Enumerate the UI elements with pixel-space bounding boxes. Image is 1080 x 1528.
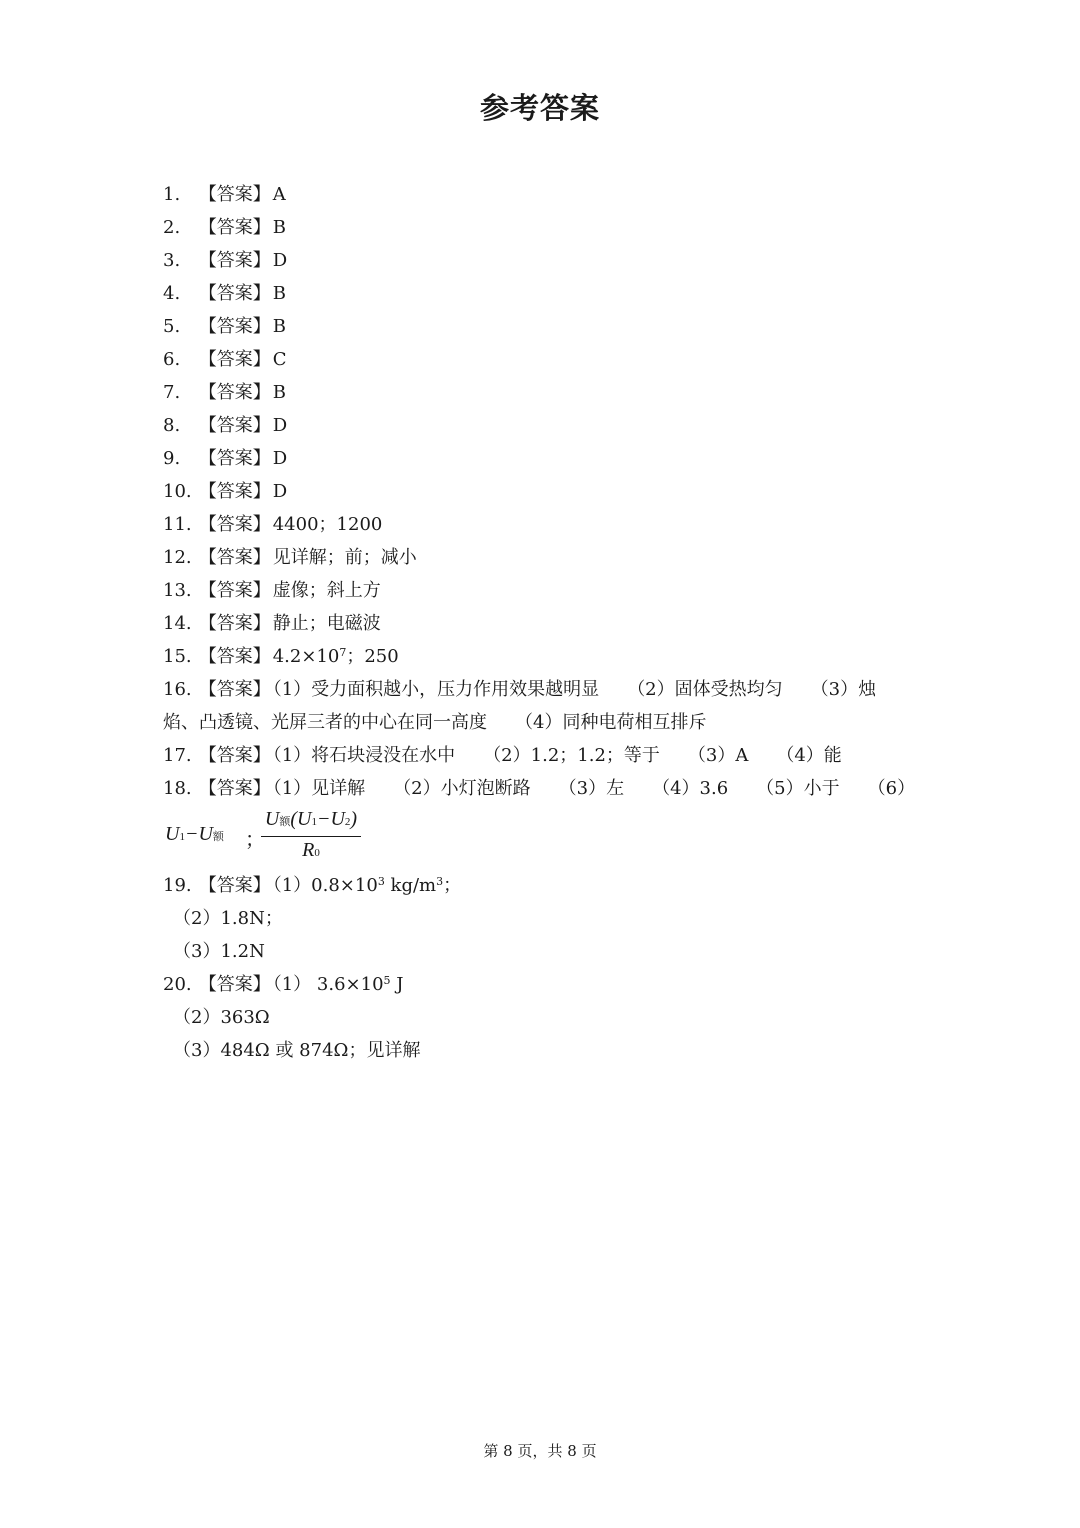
answer-item-20-part-3 — [163, 1034, 923, 1067]
symbol-r: R — [302, 839, 315, 861]
answer-number: 19. — [163, 875, 192, 896]
answer-text: D — [272, 448, 288, 469]
answer-number: 14. — [163, 613, 192, 634]
answer-number: 9. — [163, 448, 181, 469]
answer-tag: 【答案】 — [198, 974, 271, 995]
answer-unit: J — [390, 974, 404, 995]
minus-sign: − — [316, 808, 331, 830]
answer-number: 15. — [163, 646, 192, 667]
minus-sign: − — [184, 823, 199, 845]
fraction-numerator — [261, 807, 361, 837]
answer-tag: 【答案】 — [198, 875, 271, 896]
symbol-u: U — [264, 808, 280, 830]
answer-list — [163, 178, 923, 1067]
answer-tag: 【答案】 — [198, 679, 271, 700]
answer-item-20-part-2 — [163, 1001, 923, 1034]
answer-number: 8. — [163, 415, 181, 436]
answer-text: 虚像；斜上方 — [272, 580, 381, 601]
answer-number: 2. — [163, 217, 181, 238]
answer-text: 静止；电磁波 — [272, 613, 381, 634]
subscript: 额 — [212, 831, 224, 843]
formula-left — [165, 823, 224, 846]
answer-number: 13. — [163, 580, 192, 601]
answer-text: 4400；1200 — [272, 514, 383, 535]
subscript: 1 — [179, 831, 185, 843]
answer-tag: 【答案】 — [198, 283, 271, 304]
answer-item-19-part-2 — [163, 902, 923, 935]
answer-item-18 — [163, 772, 923, 805]
answer-text: 4.2×10 — [272, 646, 340, 667]
answer-item-16-continued — [163, 706, 923, 739]
subscript: 2 — [344, 816, 351, 828]
fraction-denominator — [261, 837, 361, 866]
answer-unit: kg/m — [384, 875, 437, 896]
answer-part-4: （4）同种电荷相互排斥 — [515, 712, 707, 733]
answer-number: 1. — [163, 184, 181, 205]
answer-item-20 — [163, 968, 923, 1001]
answer-tag: 【答案】 — [198, 415, 271, 436]
answer-part-1: （1）见详解 — [272, 778, 366, 799]
answer-tag: 【答案】 — [198, 184, 271, 205]
answer-number: 18. — [163, 778, 192, 799]
answer-part-5: （5）小于 — [756, 778, 840, 799]
answer-item-8 — [163, 409, 923, 442]
answer-part-2: （2）1.2；1.2；等于 — [483, 745, 660, 766]
answer-part-4: （4）3.6 — [652, 778, 729, 799]
answer-text: ； — [443, 875, 462, 896]
answer-item-7 — [163, 376, 923, 409]
symbol-u: U — [330, 808, 345, 830]
answer-item-19-part-3 — [163, 935, 923, 968]
answer-item-10 — [163, 475, 923, 508]
answer-number: 20. — [163, 974, 192, 995]
symbol-u: U — [165, 823, 180, 845]
answer-tag: 【答案】 — [198, 349, 271, 370]
answer-part-3: （3）1.2N — [173, 941, 265, 962]
answer-number: 3. — [163, 250, 181, 271]
answer-item-12 — [163, 541, 923, 574]
answer-text: B — [272, 283, 286, 304]
answer-number: 7. — [163, 382, 181, 403]
answer-tag: 【答案】 — [198, 646, 271, 667]
answer-item-11 — [163, 508, 923, 541]
answer-part-1: （1）将石块浸没在水中 — [272, 745, 456, 766]
answer-number: 17. — [163, 745, 192, 766]
answer-part-3: （3）484Ω 或 874Ω；见详解 — [173, 1040, 421, 1061]
answer-tag: 【答案】 — [198, 316, 271, 337]
answer-item-13 — [163, 574, 923, 607]
answer-tag: 【答案】 — [198, 217, 271, 238]
answer-part-4: （4）能 — [776, 745, 842, 766]
answer-part-3: （3）烛 — [810, 679, 877, 700]
answer-tag: 【答案】 — [198, 613, 271, 634]
symbol-u: U — [297, 808, 312, 830]
formula-answer-18 — [163, 805, 923, 869]
exponent: 3 — [436, 875, 444, 888]
answer-part-2: （2）363Ω — [173, 1007, 270, 1028]
answer-tag: 【答案】 — [198, 382, 271, 403]
answer-text: D — [272, 481, 288, 502]
answer-tag: 【答案】 — [198, 250, 271, 271]
answer-tag: 【答案】 — [198, 547, 271, 568]
answer-part-1: （1） 3.6×10 — [272, 974, 384, 995]
answer-text: B — [272, 316, 286, 337]
answer-tag: 【答案】 — [198, 580, 271, 601]
answer-part-6: （6） — [867, 778, 916, 799]
answer-part-2: （2）1.8N； — [173, 908, 283, 929]
answer-text: B — [272, 382, 286, 403]
answer-text: D — [272, 415, 288, 436]
answer-tag: 【答案】 — [198, 778, 271, 799]
exponent: 5 — [383, 974, 391, 987]
answer-item-4 — [163, 277, 923, 310]
answer-number: 11. — [163, 514, 192, 535]
answer-tag: 【答案】 — [198, 745, 271, 766]
answer-tag: 【答案】 — [198, 514, 271, 535]
answer-tag: 【答案】 — [198, 481, 271, 502]
answer-part-3: （3）左 — [558, 778, 625, 799]
subscript: 0 — [314, 847, 320, 859]
page-footer: 第 8 页，共 8 页 — [483, 1442, 597, 1460]
answer-item-6 — [163, 343, 923, 376]
answer-part-1: （1）受力面积越小，压力作用效果越明显 — [272, 679, 600, 700]
answer-item-17 — [163, 739, 923, 772]
answer-text: C — [272, 349, 287, 370]
answer-item-3 — [163, 244, 923, 277]
answer-item-2 — [163, 211, 923, 244]
answer-number: 4. — [163, 283, 181, 304]
paren-open: ( — [290, 808, 298, 830]
answer-item-14 — [163, 607, 923, 640]
answer-number: 5. — [163, 316, 181, 337]
formula-separator: ； — [245, 829, 265, 851]
subscript: 额 — [279, 816, 291, 828]
answer-text: 见详解；前；减小 — [272, 547, 417, 568]
answer-item-16 — [163, 673, 923, 706]
answer-number: 10. — [163, 481, 192, 502]
answer-text: A — [272, 184, 286, 205]
answer-text: B — [272, 217, 286, 238]
answer-part-3: （3）A — [687, 745, 749, 766]
answer-item-9 — [163, 442, 923, 475]
answer-number: 6. — [163, 349, 181, 370]
page-title: 参考答案 — [479, 91, 600, 125]
answer-number: 16. — [163, 679, 192, 700]
answer-item-15 — [163, 640, 923, 673]
answer-item-1 — [163, 178, 923, 211]
answer-item-19 — [163, 869, 923, 902]
answer-item-5 — [163, 310, 923, 343]
answer-text: ；250 — [346, 646, 399, 667]
answer-text: D — [272, 250, 288, 271]
symbol-u: U — [198, 823, 213, 845]
answer-number: 12. — [163, 547, 192, 568]
paren-close: ) — [350, 808, 358, 830]
subscript: 1 — [311, 816, 317, 828]
answer-tag: 【答案】 — [198, 448, 271, 469]
answer-part-2: （2）小灯泡断路 — [393, 778, 531, 799]
exponent: 3 — [377, 875, 385, 888]
answer-part-2: （2）固体受热均匀 — [627, 679, 783, 700]
formula-fraction — [261, 807, 361, 866]
answer-part-3-continued: 焰、凸透镜、光屏三者的中心在同一高度 — [163, 712, 487, 733]
answer-part-1: （1）0.8×10 — [272, 875, 378, 896]
exponent: 7 — [339, 646, 347, 659]
